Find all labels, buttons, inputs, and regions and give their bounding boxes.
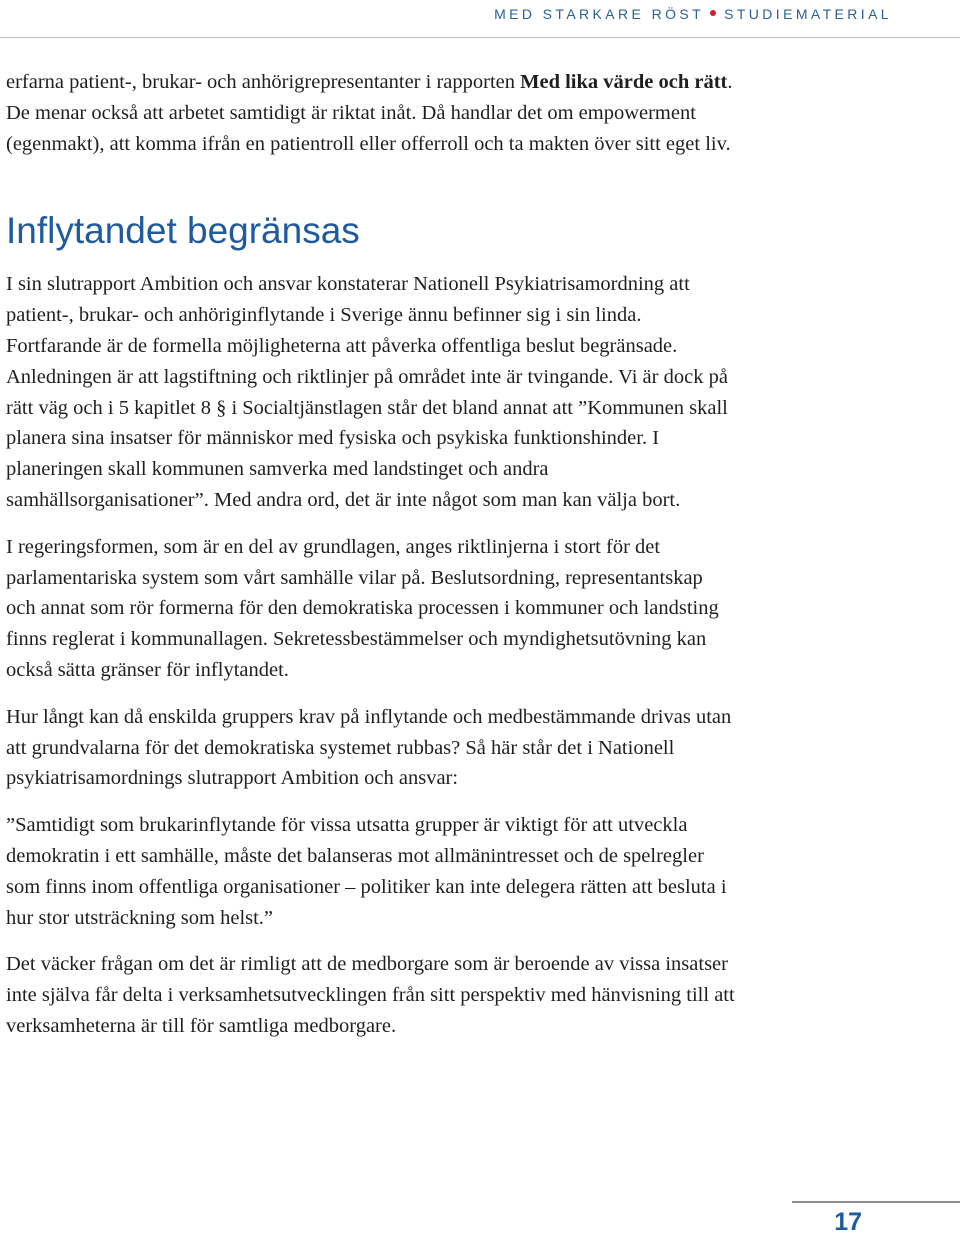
page-body: [6, 67, 736, 1042]
body-paragraph-3: Hur långt kan då enskilda gruppers krav på inflytande och medbestämmande drivas utan att grundvalarna för det demokratiska systemet rubbas? Så här står det i Nationell psykiatrisamordnings slutrapport Ambition och ansvar:: [6, 705, 732, 790]
header-divider: [0, 37, 960, 38]
section-heading: Inflytandet begränsas: [6, 210, 360, 252]
report-title-bold: Med lika värde och rätt: [520, 71, 728, 93]
body-paragraph-1: I sin slutrapport Ambition och ansvar konstaterar Nationell Psykiatrisamordning att patient-, brukar- och anhöriginflytande i Sverige ännu befinner sig i sin linda. Fortfarande är de formella möjligheterna att påverka offentliga beslut begränsade. Anledningen är att lagstiftning och riktlinjer på området inte är tvingande. Vi är dock på rätt väg och i 5 kapitlet 8 § i Socialtjänstlagen står det bland annat att ”Kommunen skall planera sina insatser för människor med fysiska och psykiska funktionshinder. I planeringen skall kommunen samverka med landstinget och andra samhällsorganisationer”. Med andra ord, det är inte något som man kan välja bort.: [6, 273, 728, 511]
quote-paragraph: ”Samtidigt som brukarinflytande för vissa utsatta grupper är viktigt för att utveckla demokratin i ett samhälle, måste det balanseras mot allmänintresset och de spelregler som finns inom offentliga organisationer – politiker kan inte delegera rätten att besluta i hur stor utsträckning som helst.”: [6, 814, 727, 929]
intro-text-start: erfarna patient-, brukar- och anhörigrepresentanter i rapporten: [6, 71, 521, 93]
running-header-publication: MED STARKARE RÖST: [494, 6, 705, 22]
footer-divider: [792, 1201, 960, 1203]
running-header-section: STUDIEMATERIAL: [724, 6, 892, 22]
running-header: [494, 6, 892, 22]
intro-paragraph: [6, 67, 736, 159]
page-number: 17: [834, 1208, 862, 1236]
body-paragraph-2: I regeringsformen, som är en del av grundlagen, anges riktlinjerna i stort för det parlamentariska system som vårt samhälle vilar på. Beslutsordning, representantskap och annat som rör formerna för den demokratiska processen i kommuner och landsting finns reglerat i kommunallagen. Sekretessbestämmelser och myndighetsutövning kan också sätta gränser för inflytandet.: [6, 535, 719, 681]
intro-text-end: . De menar också att arbetet samtidigt är riktat inåt. Då handlar det om empowerment (egenmakt), att komma ifrån en patientroll eller offerroll och ta makten över sitt eget liv.: [6, 71, 733, 155]
body-paragraph-5: Det väcker frågan om det är rimligt att de medborgare som är beroende av vissa insatser inte själva får delta i verksamhetsutvecklingen från sitt perspektiv med hänvisning till att verksamheterna är till för samtliga medborgare.: [6, 953, 735, 1037]
separator-dot-icon: [710, 10, 716, 16]
